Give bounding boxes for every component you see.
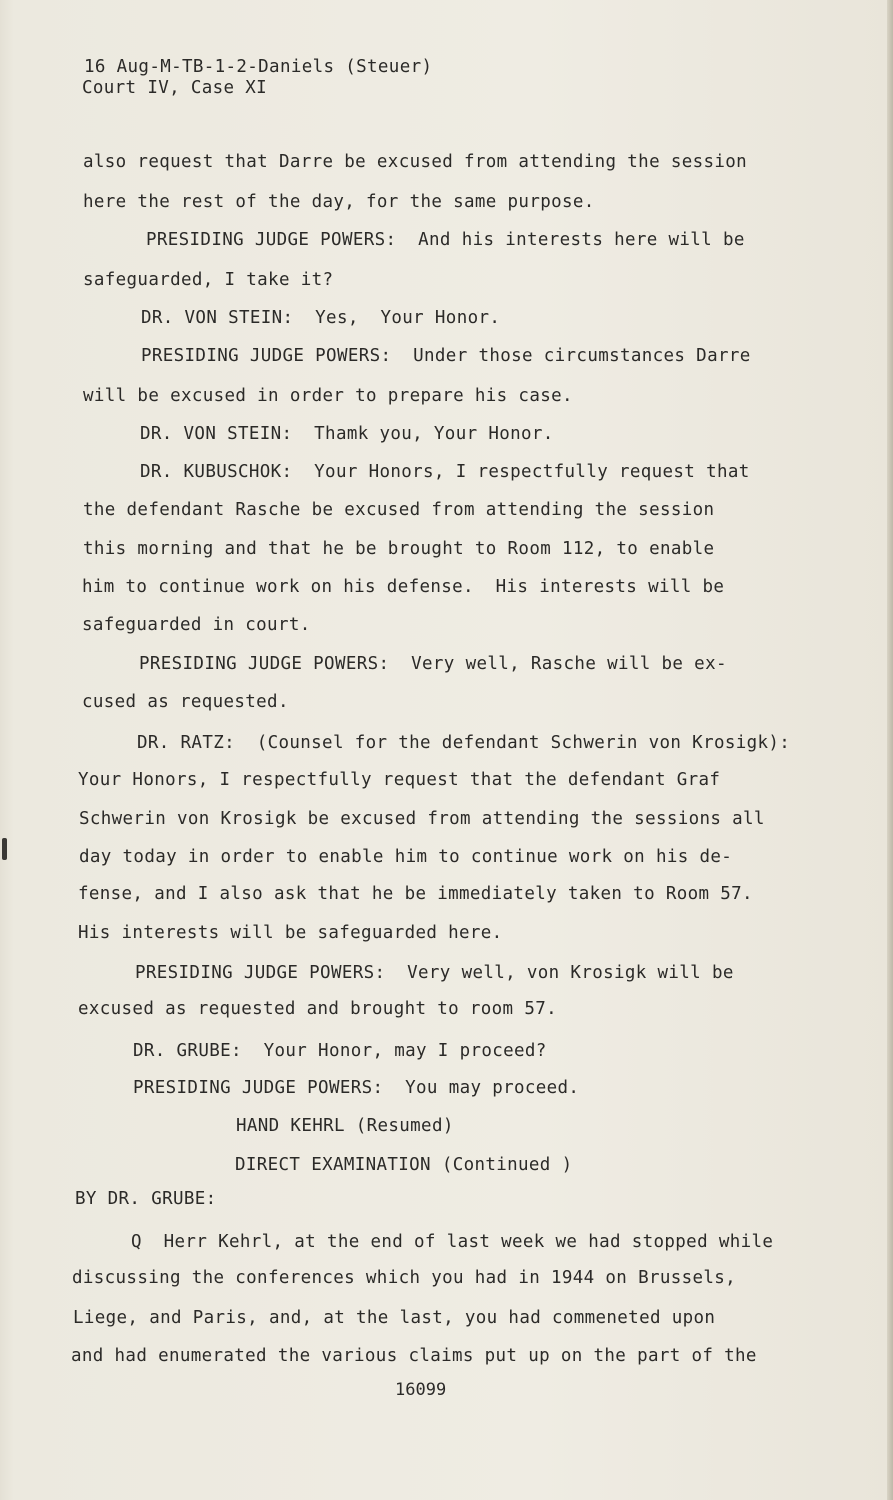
body-line: Schwerin von Krosigk be excused from attending the sessions all <box>79 809 765 829</box>
body-line: cused as requested. <box>82 692 289 712</box>
body-line: PRESIDING JUDGE POWERS: And his interests here will be <box>146 230 745 250</box>
body-line: this morning and that he be brought to Room 112, to enable <box>83 539 715 559</box>
header-line-2: Court IV, Case XI <box>82 78 268 98</box>
body-line: Your Honors, I respectfully request that the defendant Graf <box>78 770 721 790</box>
body-line: will be excused in order to prepare his case. <box>83 386 573 406</box>
body-line: discussing the conferences which you had in 1944 on Brussels, <box>72 1268 737 1288</box>
body-line: Q Herr Kehrl, at the end of last week we had stopped while <box>131 1232 774 1252</box>
body-line: him to continue work on his defense. His interests will be <box>82 577 725 597</box>
body-line: DR. VON STEIN: Yes, Your Honor. <box>141 308 501 328</box>
body-line: safeguarded, I take it? <box>83 270 334 290</box>
body-line: PRESIDING JUDGE POWERS: Very well, Rasche will be ex- <box>139 654 727 674</box>
body-line: PRESIDING JUDGE POWERS: Under those circumstances Darre <box>141 346 751 366</box>
body-line: PRESIDING JUDGE POWERS: Very well, von Krosigk will be <box>135 963 734 983</box>
page-edge <box>887 0 893 1500</box>
page-number: 16099 <box>395 1380 447 1400</box>
body-line: PRESIDING JUDGE POWERS: You may proceed. <box>133 1078 580 1098</box>
body-line: DR. GRUBE: Your Honor, may I proceed? <box>133 1041 547 1061</box>
section-heading: DIRECT EXAMINATION (Continued ) <box>235 1155 573 1175</box>
body-line: DR. VON STEIN: Thamk you, Your Honor. <box>140 424 554 444</box>
body-line: safeguarded in court. <box>82 615 311 635</box>
body-line: Liege, and Paris, and, at the last, you had commeneted upon <box>73 1308 716 1328</box>
body-line: the defendant Rasche be excused from attending the session <box>83 500 715 520</box>
body-line: excused as requested and brought to room 57. <box>78 999 557 1019</box>
body-line: BY DR. GRUBE: <box>75 1189 217 1209</box>
body-line: His interests will be safeguarded here. <box>78 923 503 943</box>
body-line: DR. KUBUSCHOK: Your Honors, I respectfully request that <box>140 462 750 482</box>
header-line-1: 16 Aug-M-TB-1-2-Daniels (Steuer) <box>84 57 433 77</box>
body-line: and had enumerated the various claims put up on the part of the <box>71 1346 757 1366</box>
section-heading: HAND KEHRL (Resumed) <box>236 1116 454 1136</box>
binding-mark <box>2 838 7 860</box>
body-line: also request that Darre be excused from attending the session <box>83 152 748 172</box>
body-line: DR. RATZ: (Counsel for the defendant Schwerin von Krosigk): <box>137 733 791 753</box>
body-line: here the rest of the day, for the same purpose. <box>83 192 595 212</box>
body-line: fense, and I also ask that he be immediately taken to Room 57. <box>78 884 753 904</box>
body-line: day today in order to enable him to continue work on his de- <box>79 847 733 867</box>
